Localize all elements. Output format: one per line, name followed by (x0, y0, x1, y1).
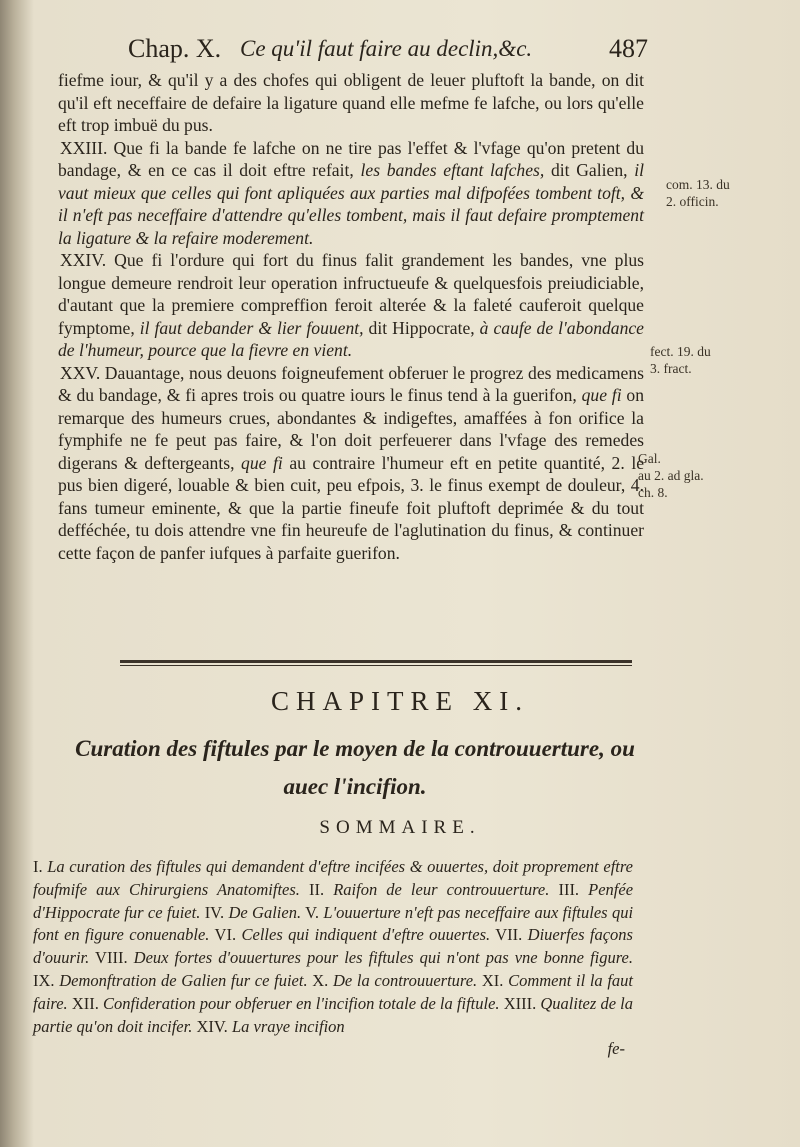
summary-item: Celles qui indiquent d'eftre ouuertes. (241, 925, 491, 945)
item-number: II. (309, 879, 325, 899)
summary-item: Deux fortes d'ouuertures pour les fiftules qui n'ont pas vne bonne figure. (133, 948, 633, 968)
chapter-heading: CHAPITRE XI. (271, 686, 529, 716)
summary-item: De Galien. (228, 902, 302, 922)
running-title: Ce qu'il faut faire au declin,&c. (240, 36, 533, 61)
subtitle-line: auec l'incifion. (283, 774, 427, 799)
item-number: XII. (71, 993, 99, 1013)
chapter-subtitle (60, 730, 650, 806)
summary-item: Penfée d'Hippocrate fur ce fuiet. (33, 879, 634, 922)
subtitle-line: Curation des fiftules par le moyen de la controuuerture, ou (75, 736, 635, 761)
margin-note-line: au 2. ad gla. (638, 468, 704, 483)
text-run: XXV. Dauantage, nous deuons foigneufement obferuer le progrez des medicamens & du bandage, & fi apres trois ou quatre iours le finus tend à la guerifon, (58, 362, 644, 405)
item-number: VII. (495, 925, 523, 945)
catchword: fe- (607, 1039, 625, 1059)
item-number: XIV. (196, 1016, 228, 1036)
text-run: XXIV. Que fi l'ordure qui fort du finus falit grandement les bandes, vne plus longue demeure rendroit leur operation infructueufe & quelquesfois preiudiciable, d'autant que la premiere compreffion feroit alterée & la faleté cauferoit quelque fymptome, (58, 250, 644, 338)
margin-note-1 (666, 176, 730, 210)
paragraph-xxv (58, 362, 644, 565)
summary-item: Raifon de leur controuuerture. (333, 879, 550, 899)
item-number: X. (312, 970, 329, 990)
item-number: I. (33, 857, 43, 876)
summary-item: Comment il la faut faire. (33, 970, 634, 1013)
item-number: VIII. (95, 948, 128, 968)
summary-item: Diuerfes façons d'ouurir. (33, 925, 633, 968)
italic-run: les bandes eftant lafches, (360, 160, 545, 180)
summary-item: L'ouuerture n'eft pas neceffaire aux fiftules qui font en figure conuenable. (33, 902, 634, 945)
item-number: VI. (214, 925, 237, 945)
italic-run: que fi (581, 385, 622, 405)
item-number: IV. (204, 902, 225, 922)
italic-run: que fi (241, 452, 283, 473)
divider-rule-thin (120, 665, 632, 666)
summary-item: Confideration pour obferuer en l'incifion totale de la fiftule. (103, 993, 500, 1013)
running-header (128, 30, 648, 70)
text-run: XXIII. Que fi la bande fe lafche on ne tire pas l'effet & l'vfage qu'on pretent du bandage, & en ce cas il doit eftre refait, (58, 137, 644, 180)
margin-note-line: 2. officin. (666, 194, 719, 209)
margin-note-line: ch. 8. (638, 485, 668, 500)
sommaire-heading: SOMMAIRE. (319, 817, 481, 838)
summary-item: La curation des fiftules qui demandent d'eftre incifées & ouuertes, doit proprement eftre foufmife aux Chirurgiens Anatomiftes. (33, 857, 634, 899)
text-run: on remarque des humeurs crues, abondantes & indigeftes, amaffées à fon orifice la fymphife ne fe peut pas faire, & l'on doit perfeuerer dans l'vfage des remedes digerans & deftergeants, (58, 385, 645, 473)
italic-quote: il vaut mieux que celles qui font apliquées aux parties mal difpofées tombent toft, & il n'eft pas neceffaire d'attendre qu'elles tombent, mais il faut defaire promptement la ligature & la refaire moderement. (58, 160, 644, 248)
item-number: IX. (33, 970, 55, 990)
main-text (58, 69, 644, 564)
item-number: XIII. (503, 993, 537, 1013)
text-run: dit Galien, (544, 160, 635, 180)
paragraph-xxiii (58, 137, 644, 250)
margin-note-line: Gal. (638, 451, 661, 466)
paragraph-continuation: fiefme iour, & qu'il y a des chofes qui obligent de leuer pluftoft la bande, on dit qu'il eft neceffaire de defaire la ligature quand elle mefme fe lafche, ou lors qu'elle eft trop imbuë du pus. (58, 70, 644, 135)
margin-note-3 (638, 450, 704, 501)
item-number: V. (305, 902, 320, 922)
margin-note-line: fect. 19. du (650, 344, 711, 359)
chapter-label: Chap. X. (128, 34, 222, 63)
paragraph-xxiv (58, 249, 644, 362)
italic-quote: à caufe de l'abondance de l'humeur, pource que la fievre en vient. (58, 317, 644, 360)
summary-text (33, 856, 633, 1061)
margin-note-2 (650, 343, 711, 377)
summary-item: De la controuuerture. (332, 970, 478, 990)
item-number: III. (558, 879, 580, 899)
text-run: dit Hippocrate, (363, 317, 480, 338)
item-number: XI. (481, 970, 504, 990)
margin-note-line: com. 13. du (666, 177, 730, 192)
margin-note-line: 3. fract. (650, 361, 692, 376)
summary-item: Qualitez de la partie qu'on doit incifer. (33, 993, 633, 1036)
page-number: 487 (609, 34, 648, 63)
summary-item: Demonftration de Galien fur ce fuiet. (59, 970, 308, 990)
summary-item: La vraye incifion (231, 1016, 345, 1036)
text-run: au contraire l'humeur eft en petite quantité, 2. le pus bien digeré, louable & bien cuit, peu efpois, 3. le finus exempt de douleur, 4. fans tumeur eminente, & que la partie fineufe foit pluftoft deprimée & du tout defféchée, tu dois attendre vne fin heureufe de l'aglutination du finus, & continuer cette façon de panfer iufques à parfaite guerifon. (58, 452, 645, 563)
italic-run: il faut debander & lier fouuent, (139, 317, 364, 338)
